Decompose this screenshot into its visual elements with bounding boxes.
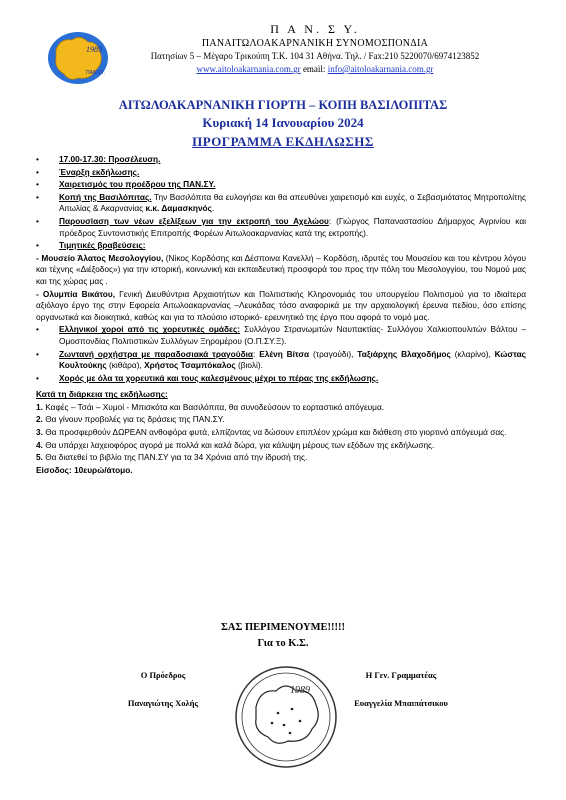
- award-text: (Νίκος Κορδόσης και Δέσποινα Κανελλή – Κορδόση, ιδρυτές του Μουσείου και του κέντρου λόγου και τέχνης «Διέξοδος») για την ιστορική, κοινωνική και εκπαιδευτική προσφορά του προς την πόλη του Μεσολογγίου, του Νομού μας και της χώρας μας .: [36, 252, 526, 286]
- email-label: email:: [302, 64, 326, 74]
- item-text: Την Βασιλόπιτα θα ευλογήσει και θα απευθύνει χαιρετισμό και ευχές, ο Σεβασμιότατος Μητροπολίτης Αιτωλίας & Ακαρνανίας: [59, 191, 526, 214]
- stamp-year: 1989: [290, 685, 310, 696]
- letterhead: [100, 22, 530, 76]
- item-heading: Χορός με όλα τα χορευτικά και τους καλεσμένους μέχρι το πέρας της εκδήλωσης.: [59, 372, 379, 383]
- item-heading: Κοπή της Βασιλόπιτας.: [59, 191, 152, 202]
- musician-name: Ελένη Βίτσα: [259, 348, 310, 359]
- item-text: Καφές – Τσάι – Χυμοί - Μπισκότα και Βασιλόπιτα, θα συνοδεύσουν το εορταστικό απόγευμα.: [42, 401, 385, 412]
- item-text: Θα διατεθεί το βιβλίο της ΠΑΝ.ΣΥ για τα 34 Χρόνια από την ίδρυσή της.: [42, 452, 308, 463]
- item-text: Θα υπάρχει λαχειοφόρος αγορά με πολλά και καλά δώρα, για κάλυψη μέρους των εξόδων της εκδήλωσης.: [42, 439, 435, 450]
- musician-name: Ταξιάρχης Βλαχοδήμος: [357, 348, 451, 359]
- logo-text: ΠΑΝ.ΣΥ.: [86, 70, 106, 76]
- program-item: [36, 324, 526, 347]
- closing-for: Για το Κ.Σ.: [257, 638, 309, 649]
- award-entry: [36, 289, 526, 324]
- award-text: Γενική Διευθύντρια Αρχαιοτήτων και Πολιτιστικής Κληρονομιάς του υπουργείου Πολιτισμού για το ιδιαίτερα αξιόλογο έργο της στην Εφορεία Αιτωλοακαρνανίας –Λευκάδας τόσο αναφορικά με την αρχαιολογική έρευνα πεδίου, όσο επίσης οργανωτικά και διοικητικά, καθώς και για το πλούσιο ιστορικό- ερευνητικό της έργο που αφορά το νομό μας.: [36, 288, 526, 322]
- program-item: [36, 167, 526, 179]
- award-heading: Μουσείο Άλατος Μεσολογγίου,: [41, 252, 164, 263]
- item-heading: Παρουσίαση των νέων εξελίξεων για την εκτροπή του Αχελώου: [59, 215, 329, 226]
- website-link[interactable]: www.aitoloakarnania.com.gr: [196, 64, 301, 74]
- item-number: 1.: [36, 401, 43, 412]
- program-item: [36, 373, 526, 385]
- program-body: [36, 154, 526, 477]
- musician-name: Χρήστος Τσαμπόκαλος: [144, 360, 236, 371]
- item-text: .: [211, 203, 215, 214]
- item-heading: Τιμητικές βραβεύσεις:: [59, 240, 146, 251]
- during-item: [36, 402, 526, 414]
- event-date: Κυριακή 14 Ιανουαρίου 2024: [202, 115, 364, 130]
- program-item: [36, 154, 526, 166]
- org-full-name: ΠΑΝΑΙΤΩΛΟΑΚΑΡΝΑΝΙΚΗ ΣΥΝΟΜΟΣΠΟΝΔΙΑ: [201, 38, 429, 49]
- item-number: 4.: [36, 439, 43, 450]
- program-item: [36, 216, 526, 239]
- item-text: :: [253, 348, 260, 359]
- item-number: 5.: [36, 452, 43, 463]
- during-item: [36, 440, 526, 452]
- item-text: 17.00-17.30: Προσέλευση.: [59, 154, 161, 164]
- item-text: (τραγούδι),: [309, 348, 358, 359]
- during-item: [36, 427, 526, 439]
- bullet: •: [36, 372, 39, 383]
- program-item: [36, 240, 526, 252]
- bullet: •: [36, 154, 39, 164]
- bullet: •: [36, 348, 39, 359]
- item-heading: Ζωντανή ορχήστρα με παραδοσιακά τραγούδια: [59, 348, 254, 359]
- during-heading: [36, 389, 526, 401]
- award-heading: Ολυμπία Βικάτου,: [42, 288, 116, 299]
- dash: -: [36, 288, 43, 299]
- logo-year: 1989: [86, 45, 102, 54]
- closing-waiting: ΣΑΣ ΠΕΡΙΜΕΝΟΥΜΕ!!!!!: [221, 622, 345, 633]
- section-heading: Κατά τη διάρκεια της εκδήλωσης:: [36, 389, 168, 400]
- program-heading: ΠΡΟΓΡΑΜΜΑ ΕΚΔΗΛΩΣΗΣ: [192, 134, 374, 149]
- stamp-seal: [232, 663, 340, 771]
- contact-line: [100, 63, 530, 76]
- event-title: ΑΙΤΩΛΟΑΚΑΡΝΑΝΙΚΗ ΓΙΟΡΤΗ – ΚΟΠΗ ΒΑΣΙΛΟΠΙΤΑΣ: [118, 98, 448, 112]
- bullet: •: [36, 240, 39, 251]
- item-text: Θα γίνουν προβολές για τις δράσεις της ΠΑΝ.ΣΥ.: [42, 414, 225, 425]
- president-title: Ο Πρόεδρος: [140, 670, 186, 680]
- during-item: [36, 452, 526, 464]
- item-text: (κλαρίνο),: [450, 348, 495, 359]
- org-abbrev: Π Α Ν. Σ Υ.: [270, 22, 360, 36]
- bullet: •: [36, 191, 39, 202]
- item-text: : (Γιώργος Παπαναστασίου Δήμαρχος Αγρινίου και πρόεδρος Συντονιστικής Επιτροπής Φορέων Αιτωλοακαρνανίας κατά της εκτροπής).: [59, 215, 526, 238]
- email-link[interactable]: info@aitoloakarnania.com.gr: [327, 64, 434, 74]
- bullet: •: [36, 215, 39, 226]
- item-text: Χαιρετισμός του προέδρου της ΠΑΝ.ΣΥ.: [59, 179, 216, 190]
- item-number: 3.: [36, 427, 43, 438]
- during-item: [36, 414, 526, 426]
- entry-fee: Είσοδος: 10ευρώ/άτομο.: [36, 464, 133, 475]
- program-item: [36, 192, 526, 215]
- metropolitan-name: κ.κ. Δαμασκηνός: [145, 203, 212, 214]
- dash: -: [36, 252, 42, 263]
- item-number: 2.: [36, 414, 43, 425]
- item-text: (κιθάρα),: [106, 360, 145, 371]
- bullet: •: [36, 324, 39, 335]
- musician-name: Κώστας Κουλτούκης: [59, 348, 526, 371]
- item-text: Θα προσφερθούν ΔΩΡΕΑΝ ανθοφόρα φυτά, ελπίζοντας να δώσουν επιπλέον χρώμα και διάθεση στο γιορτινό απόγευμά σας.: [42, 427, 507, 438]
- bullet: •: [36, 179, 39, 190]
- award-entry: [36, 253, 526, 288]
- item-text: Συλλόγου Στρανωμιτών Ναυπακτίας- Συλλόγου Χαλκιοπουλιτών Βάλτου – Ομοσπονδίας Πολιτιστικών Συλλόγων Ξηρομέρου (Ο.Π.ΣΥ.Ξ).: [59, 324, 526, 346]
- secretary-name: Ευαγγελία Μπαιπάτσικου: [354, 698, 448, 708]
- program-item: [36, 349, 526, 372]
- program-item: [36, 179, 526, 191]
- bullet: •: [36, 166, 39, 177]
- item-heading: Ελληνικοί χοροί από τις χορευτικές ομάδες:: [59, 324, 241, 335]
- president-name: Παναγιώτης Χολής: [127, 698, 199, 708]
- secretary-title: Η Γεν. Γραμματέας: [365, 670, 437, 680]
- item-text: Έναρξη εκδήλωσης.: [59, 166, 140, 177]
- item-text: (βιολί).: [235, 360, 263, 371]
- org-address: Πατησίων 5 – Μέγαρο Τρικούπη Τ.Κ. 104 31 Αθήνα. Τηλ. / Fax:210 5220070/6974123852: [150, 51, 480, 61]
